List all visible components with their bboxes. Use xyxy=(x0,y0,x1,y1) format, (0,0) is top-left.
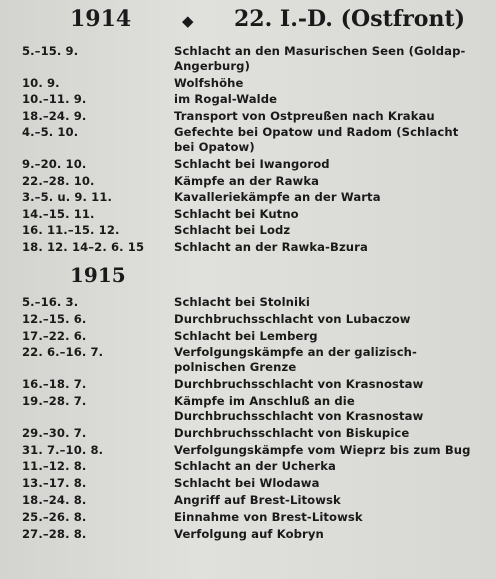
entry-event: Kavalleriekämpfe an der Warta xyxy=(174,190,381,205)
entry-date: 5.–15. 9. xyxy=(22,44,79,58)
entry-event: Durchbruchsschlacht von Biskupice xyxy=(174,425,410,440)
entry-date: 3.–5. u. 9. 11. xyxy=(22,190,113,205)
entry-row xyxy=(22,157,486,172)
entry-row xyxy=(22,295,486,310)
entry-row xyxy=(22,329,486,344)
entry-event: Schlacht an der Rawka-Bzura xyxy=(174,239,368,254)
entry-event: Kämpfe an der Rawka xyxy=(174,173,320,188)
entry-row xyxy=(22,174,486,189)
entry-event: Schlacht bei Lemberg xyxy=(174,328,318,343)
year-heading-1915: 1915 xyxy=(70,262,126,287)
entry-date: 18.–24. 9. xyxy=(22,108,87,123)
entry-row xyxy=(22,207,486,222)
entry-event: Wolfshöhe xyxy=(174,75,244,90)
entry-date: 31. 7.–10. 8. xyxy=(22,442,104,457)
entry-row xyxy=(22,394,486,424)
entry-event: Schlacht bei Lodz xyxy=(174,223,291,238)
entry-event: Gefechte bei Opatow und Radom (Schlacht bei Opatow) xyxy=(174,125,459,155)
entry-date: 27.–28. 8. xyxy=(22,526,87,541)
entry-row xyxy=(22,459,486,474)
entry-row xyxy=(22,312,486,327)
entry-date: 5.–16. 3. xyxy=(22,294,79,309)
entry-row xyxy=(22,476,486,491)
entry-row xyxy=(22,240,486,255)
entry-date: 13.–17. 8. xyxy=(22,476,87,491)
entry-row xyxy=(22,223,486,238)
page-header xyxy=(22,6,486,44)
entries-1914-list xyxy=(22,44,486,255)
entry-event: Verfolgungskämpfe an der galizisch-polnischen Grenze xyxy=(174,345,417,375)
entry-date: 17.–22. 6. xyxy=(22,328,87,343)
entry-row xyxy=(22,527,486,542)
entry-date: 25.–26. 8. xyxy=(22,509,87,524)
entry-row xyxy=(22,345,486,375)
year-heading-1914: 1914 xyxy=(70,6,132,32)
entry-event: Angriff auf Brest-Litowsk xyxy=(174,492,341,507)
entry-event: Einnahme von Brest-Litowsk xyxy=(174,509,363,524)
entry-date: 18.–24. 8. xyxy=(22,492,87,507)
entry-event: Schlacht bei Iwangorod xyxy=(174,156,330,171)
entry-date: 16.–18. 7. xyxy=(22,377,87,392)
entry-date: 19.–28. 7. xyxy=(22,393,87,408)
entry-row xyxy=(22,92,486,107)
entry-event: Verfolgungskämpfe vom Wieprz bis zum Bug xyxy=(174,442,471,457)
entry-row xyxy=(22,109,486,124)
entry-event: Schlacht bei Kutno xyxy=(174,206,299,221)
entry-row xyxy=(22,190,486,205)
entry-event: Kämpfe im Anschluß an die Durchbruchsschlacht von Krasnostaw xyxy=(174,393,424,423)
entry-date: 22.–28. 10. xyxy=(22,173,95,188)
diamond-ornament-icon: ◆ xyxy=(182,12,194,30)
entry-date: 12.–15. 6. xyxy=(22,311,87,326)
entry-event: Durchbruchsschlacht von Lubaczow xyxy=(174,311,411,326)
entry-event: Schlacht an der Ucherka xyxy=(174,459,336,474)
entry-event: Schlacht bei Wlodawa xyxy=(174,476,320,491)
entry-row xyxy=(22,377,486,392)
entry-event: Durchbruchsschlacht von Krasnostaw xyxy=(174,377,424,392)
entry-row xyxy=(22,510,486,525)
entry-row xyxy=(22,426,486,441)
entry-date: 10.–11. 9. xyxy=(22,92,87,107)
entry-row xyxy=(22,125,486,155)
entry-date: 22. 6.–16. 7. xyxy=(22,345,104,360)
entries-1915-list xyxy=(22,295,486,542)
entry-event: im Rogal-Walde xyxy=(174,92,278,107)
entry-date: 14.–15. 11. xyxy=(22,206,95,221)
entry-date: 10. 9. xyxy=(22,75,60,90)
entry-row xyxy=(22,493,486,508)
entry-row xyxy=(22,76,486,91)
division-title: 22. I.-D. (Ostfront) xyxy=(234,6,466,32)
entry-event: Schlacht bei Stolniki xyxy=(174,294,310,309)
entry-event: Transport von Ostpreußen nach Krakau xyxy=(174,108,435,123)
entry-date: 18. 12. 14–2. 6. 15 xyxy=(22,239,145,254)
entry-date: 11.–12. 8. xyxy=(22,459,87,474)
entry-date: 16. 11.–15. 12. xyxy=(22,223,120,238)
entry-date: 9.–20. 10. xyxy=(22,156,87,171)
entry-row xyxy=(22,44,486,74)
entry-row xyxy=(22,443,486,458)
entry-event: Verfolgung auf Kobryn xyxy=(174,526,324,541)
entry-event: Schlacht an den Masurischen Seen (Goldap-Angerburg) xyxy=(174,44,466,73)
entry-date: 29.–30. 7. xyxy=(22,425,87,440)
entry-date: 4.–5. 10. xyxy=(22,125,79,140)
